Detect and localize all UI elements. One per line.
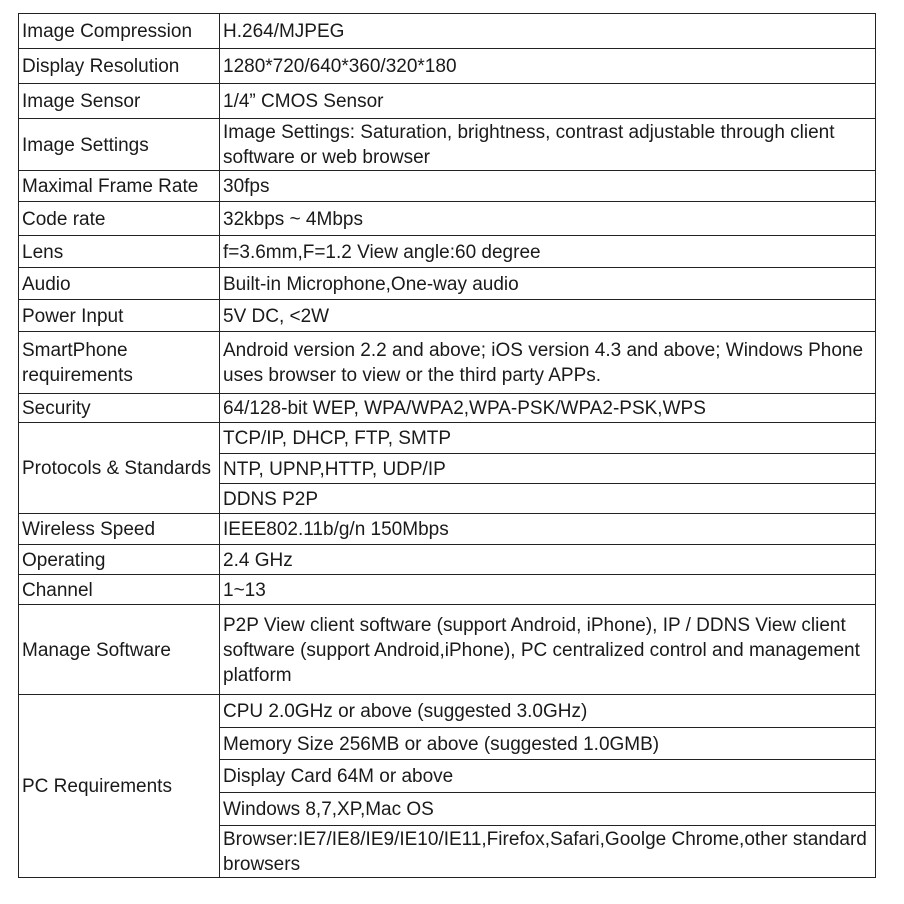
spec-label: Display Resolution	[19, 49, 220, 84]
spec-row	[19, 575, 876, 605]
spec-row	[19, 695, 876, 728]
spec-value: Display Card 64M or above	[220, 760, 876, 793]
spec-value: f=3.6mm,F=1.2 View angle:60 degree	[220, 236, 876, 268]
spec-value: 1280*720/640*360/320*180	[220, 49, 876, 84]
spec-row	[19, 84, 876, 119]
spec-row	[19, 171, 876, 202]
spec-label: Channel	[19, 575, 220, 605]
spec-label: Security	[19, 394, 220, 423]
spec-value: 2.4 GHz	[220, 545, 876, 575]
spec-row	[19, 268, 876, 300]
spec-row	[19, 119, 876, 171]
spec-label: Image Settings	[19, 119, 220, 171]
spec-value: CPU 2.0GHz or above (suggested 3.0GHz)	[220, 695, 876, 728]
spec-row	[19, 236, 876, 268]
spec-row	[19, 605, 876, 695]
spec-row	[19, 202, 876, 236]
spec-label: Power Input	[19, 300, 220, 332]
spec-value: IEEE802.11b/g/n 150Mbps	[220, 514, 876, 545]
spec-value: 5V DC, <2W	[220, 300, 876, 332]
spec-label: Manage Software	[19, 605, 220, 695]
spec-value: NTP, UPNP,HTTP, UDP/IP	[220, 454, 876, 484]
spec-value: Browser:IE7/IE8/IE9/IE10/IE11,Firefox,Safari,Goolge Chrome,other standard browsers	[220, 826, 876, 878]
spec-row	[19, 300, 876, 332]
spec-value: 64/128-bit WEP, WPA/WPA2,WPA-PSK/WPA2-PSK,WPS	[220, 394, 876, 423]
spec-label: Maximal Frame Rate	[19, 171, 220, 202]
spec-value: 30fps	[220, 171, 876, 202]
spec-value: 1/4” CMOS Sensor	[220, 84, 876, 119]
spec-value: Memory Size 256MB or above (suggested 1.0GMB)	[220, 728, 876, 760]
spec-label: Image Sensor	[19, 84, 220, 119]
spec-row	[19, 49, 876, 84]
spec-value: 1~13	[220, 575, 876, 605]
spec-label: SmartPhone requirements	[19, 332, 220, 394]
spec-row	[19, 545, 876, 575]
spec-row	[19, 514, 876, 545]
spec-label: PC Requirements	[19, 695, 220, 878]
spec-label: Protocols & Standards	[19, 423, 220, 514]
spec-label: Lens	[19, 236, 220, 268]
spec-row	[19, 14, 876, 49]
spec-value: Built-in Microphone,One-way audio	[220, 268, 876, 300]
spec-table-body	[19, 14, 876, 878]
spec-row	[19, 423, 876, 454]
spec-value: Windows 8,7,XP,Mac OS	[220, 793, 876, 826]
spec-value: Image Settings: Saturation, brightness, contrast adjustable through client software or web browser	[220, 119, 876, 171]
spec-row	[19, 394, 876, 423]
spec-value: H.264/MJPEG	[220, 14, 876, 49]
spec-table	[18, 13, 876, 878]
spec-value: P2P View client software (support Android, iPhone), IP / DDNS View client software (support Android,iPhone), PC centralized control and management platform	[220, 605, 876, 695]
spec-value: 32kbps ~ 4Mbps	[220, 202, 876, 236]
spec-label: Wireless Speed	[19, 514, 220, 545]
spec-label: Image Compression	[19, 14, 220, 49]
spec-value: TCP/IP, DHCP, FTP, SMTP	[220, 423, 876, 454]
spec-label: Code rate	[19, 202, 220, 236]
spec-label: Operating	[19, 545, 220, 575]
spec-value: Android version 2.2 and above; iOS version 4.3 and above; Windows Phone uses browser to view or the third party APPs.	[220, 332, 876, 394]
spec-value: DDNS P2P	[220, 484, 876, 514]
spec-row	[19, 332, 876, 394]
spec-label: Audio	[19, 268, 220, 300]
